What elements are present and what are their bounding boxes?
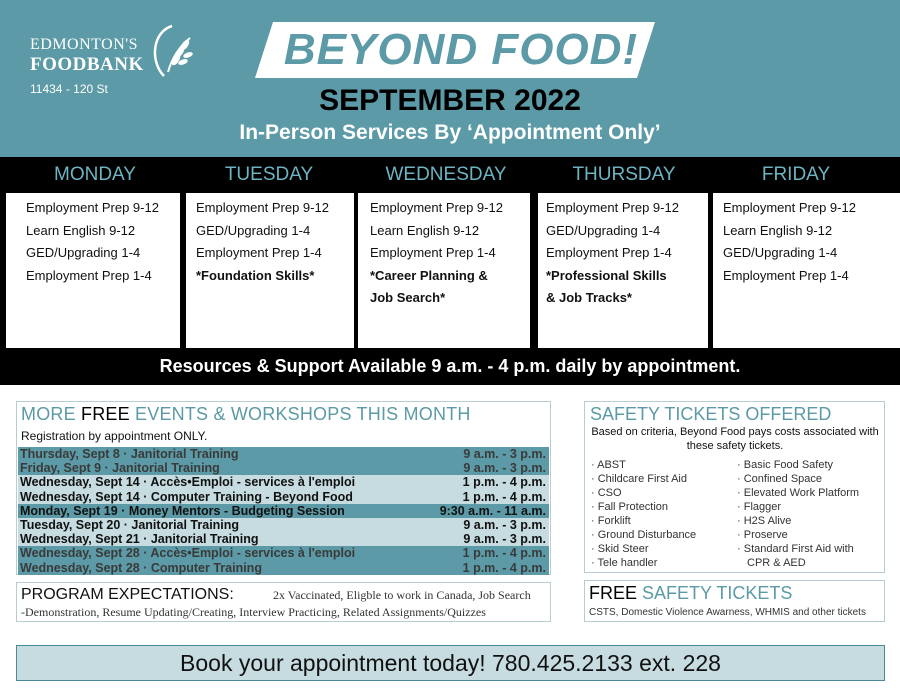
safety-ticket-item: · Ground Disturbance [591,529,697,541]
safety-ticket-item: · Elevated Work Platform [737,487,860,499]
event-time: 1 p.m. - 4 p.m. [462,560,546,575]
safety-ticket-item: · Fall Protection [591,501,669,513]
event-date: Wednesday, Sept 14 [20,475,140,490]
event-row: Wednesday, Sept 14 · Computer Training - Beyond Food 1 p.m. - 4 p.m. [18,490,549,504]
safety-ticket-item: · ABST [591,459,626,471]
schedule-item: *Professional Skills [546,267,667,283]
event-time: 1 p.m. - 4 p.m. [462,475,546,490]
schedule-item: GED/Upgrading 1-4 [196,222,311,238]
safety-ticket-item: · Flagger [737,501,782,513]
safety-ticket-item: · Confined Space [737,473,823,485]
schedule-item: *Career Planning & [370,267,488,283]
event-time: 1 p.m. - 4 p.m. [462,546,546,561]
event-date: Wednesday, Sept 28 [20,560,140,575]
event-name: Janitorial Training [131,518,240,532]
day-column-thursday [538,193,708,348]
events-title [21,404,471,425]
event-date: Friday, Sept 9 [20,461,102,476]
program-expectations-title: PROGRAM EXPECTATIONS: [21,586,234,603]
events-subtitle: Registration by appointment ONLY. [21,429,208,443]
logo-text-line1: EDMONTON'S [30,36,139,53]
schedule-item: Employment Prep 1-4 [26,267,152,283]
address-text: 11434 - 120 St [30,82,108,96]
schedule-item: Employment Prep 1-4 [370,245,496,261]
day-header-friday: FRIDAY [761,164,831,185]
event-name: Janitorial Training [130,447,239,461]
day-header-thursday: THURSDAY [572,164,676,185]
schedule-item: Learn English 9-12 [723,222,833,238]
event-name: Accès•Emploi - services à l'emploi [150,475,356,490]
resources-banner: Resources & Support Available 9 a.m. - 4 p.m. daily by appointment. [159,356,741,376]
safety-ticket-item: · H2S Alive [737,515,792,527]
event-time: 9 a.m. - 3 p.m. [463,532,546,547]
schedule-item: Employment Prep 1-4 [723,267,849,283]
free-safety-title-free: FREE [589,583,638,603]
event-name: Janitorial Training [150,532,259,547]
schedule-item: GED/Upgrading 1-4 [723,245,838,261]
events-title-free: FREE [81,404,130,424]
safety-tickets-title: SAFETY TICKETS OFFERED [590,404,832,424]
safety-ticket-item: · Standard First Aid with [737,543,854,555]
event-name: Accès•Emploi - services à l'emploi [150,546,356,561]
schedule-item: Employment Prep 1-4 [196,245,322,261]
schedule-item: & Job Tracks* [546,290,632,306]
program-expectations-line2: -Demonstration, Resume Updating/Creating, Interview Practicing, Related Assignments/Quizzes [21,605,486,619]
safety-tickets-panel [584,401,885,573]
schedule-item: Employment Prep 9-12 [546,200,679,215]
event-name: Money Mentors - Budgeting Session [128,503,345,518]
event-time: 9:30 a.m. - 11 a.m. [439,503,546,518]
program-expectations-line1: 2x Vaccinated, Eligble to work in Canada, Job Search [273,588,531,602]
safety-ticket-item: · Childcare First Aid [591,473,687,485]
events-title-rest: EVENTS & WORKSHOPS THIS MONTH [135,404,471,424]
event-date: Wednesday, Sept 14 [20,489,140,504]
event-row: Tuesday, Sept 20 · Janitorial Training 9 a.m. - 3 p.m. [18,518,549,532]
safety-ticket-item: · Basic Food Safety [737,459,834,471]
schedule-item: Employment Prep 1-4 [546,245,672,261]
schedule-item: Employment Prep 9-12 [370,200,503,215]
event-row: Wednesday, Sept 14 · Accès•Emploi - services à l'emploi 1 p.m. - 4 p.m. [18,475,549,489]
safety-ticket-item: · Skid Steer [591,543,649,555]
day-column-monday [6,193,180,348]
schedule-item: *Foundation Skills* [196,267,315,283]
day-header-wednesday: WEDNESDAY [385,164,507,185]
event-time: 1 p.m. - 4 p.m. [462,489,546,504]
day-column-tuesday [186,193,354,348]
event-name: Computer Training - Beyond Food [150,489,353,504]
event-date: Wednesday, Sept 28 [20,546,140,561]
events-title-more: MORE [21,404,76,424]
day-header-monday: MONDAY [54,164,136,185]
logo-text-line2: FOODBANK [30,54,144,75]
event-row: Monday, Sept 19 · Money Mentors - Budgeting Session 9:30 a.m. - 11 a.m. [18,504,549,518]
schedule-item: Learn English 9-12 [370,222,480,238]
book-appointment-banner: Book your appointment today! 780.425.2133 ext. 228 [16,645,885,681]
event-row: Wednesday, Sept 28 · Accès•Emploi - services à l'emploi 1 p.m. - 4 p.m. [18,546,549,560]
foodbank-logo [30,28,200,88]
day-header-tuesday: TUESDAY [224,164,314,185]
safety-ticket-item: · CSO [591,487,622,499]
event-date: Monday, Sept 19 [20,503,118,518]
beyond-food-title: BEYOND FOOD! [283,25,639,74]
schedule-item: Employment Prep 9-12 [723,200,856,215]
safety-tickets-description: Based on criteria, Beyond Food pays costs associated with these safety tickets. [591,426,879,452]
event-date: Thursday, Sept 8 [20,447,120,461]
event-time: 9 a.m. - 3 p.m. [463,447,546,461]
event-row: Wednesday, Sept 21 · Janitorial Training 9 a.m. - 3 p.m. [18,532,549,546]
events-panel [16,401,551,575]
schedule-item: Job Search* [370,290,446,306]
event-row: Thursday, Sept 8 · Janitorial Training 9 a.m. - 3 p.m. [18,447,549,461]
schedule-item: Learn English 9-12 [26,222,136,238]
schedule-item: Employment Prep 9-12 [26,200,159,215]
safety-ticket-item: · Forklift [591,515,631,527]
free-safety-tickets-panel [584,580,885,622]
safety-ticket-item: · Proserve [737,529,788,541]
day-column-friday [713,193,900,348]
event-row: Wednesday, Sept 28 · Computer Training 1 p.m. - 4 p.m. [18,561,549,575]
event-time: 9 a.m. - 3 p.m. [463,518,546,532]
safety-ticket-item: CPR & AED [747,557,806,569]
safety-ticket-item: · Tele handler [591,557,658,569]
schedule-item: GED/Upgrading 1-4 [26,245,141,261]
event-name: Computer Training [150,560,262,575]
free-safety-tickets-description: CSTS, Domestic Violence Awarness, WHMIS and other tickets [589,607,866,618]
event-time: 9 a.m. - 3 p.m. [463,461,546,476]
free-safety-tickets-title [589,583,792,604]
page-subtitle: In-Person Services By ‘Appointment Only’ [239,121,661,144]
event-name: Janitorial Training [112,461,220,476]
event-row: Friday, Sept 9 · Janitorial Training 9 a.m. - 3 p.m. [18,461,549,475]
free-safety-title-rest: SAFETY TICKETS [642,583,793,603]
program-expectations-panel [16,582,551,622]
event-date: Tuesday, Sept 20 [20,518,121,532]
day-column-wednesday [358,193,530,348]
wheat-icon [150,22,194,80]
schedule-item: Employment Prep 9-12 [196,200,329,215]
schedule-item: GED/Upgrading 1-4 [546,222,661,238]
event-date: Wednesday, Sept 21 [20,532,140,547]
page-title: SEPTEMBER 2022 [319,84,581,117]
